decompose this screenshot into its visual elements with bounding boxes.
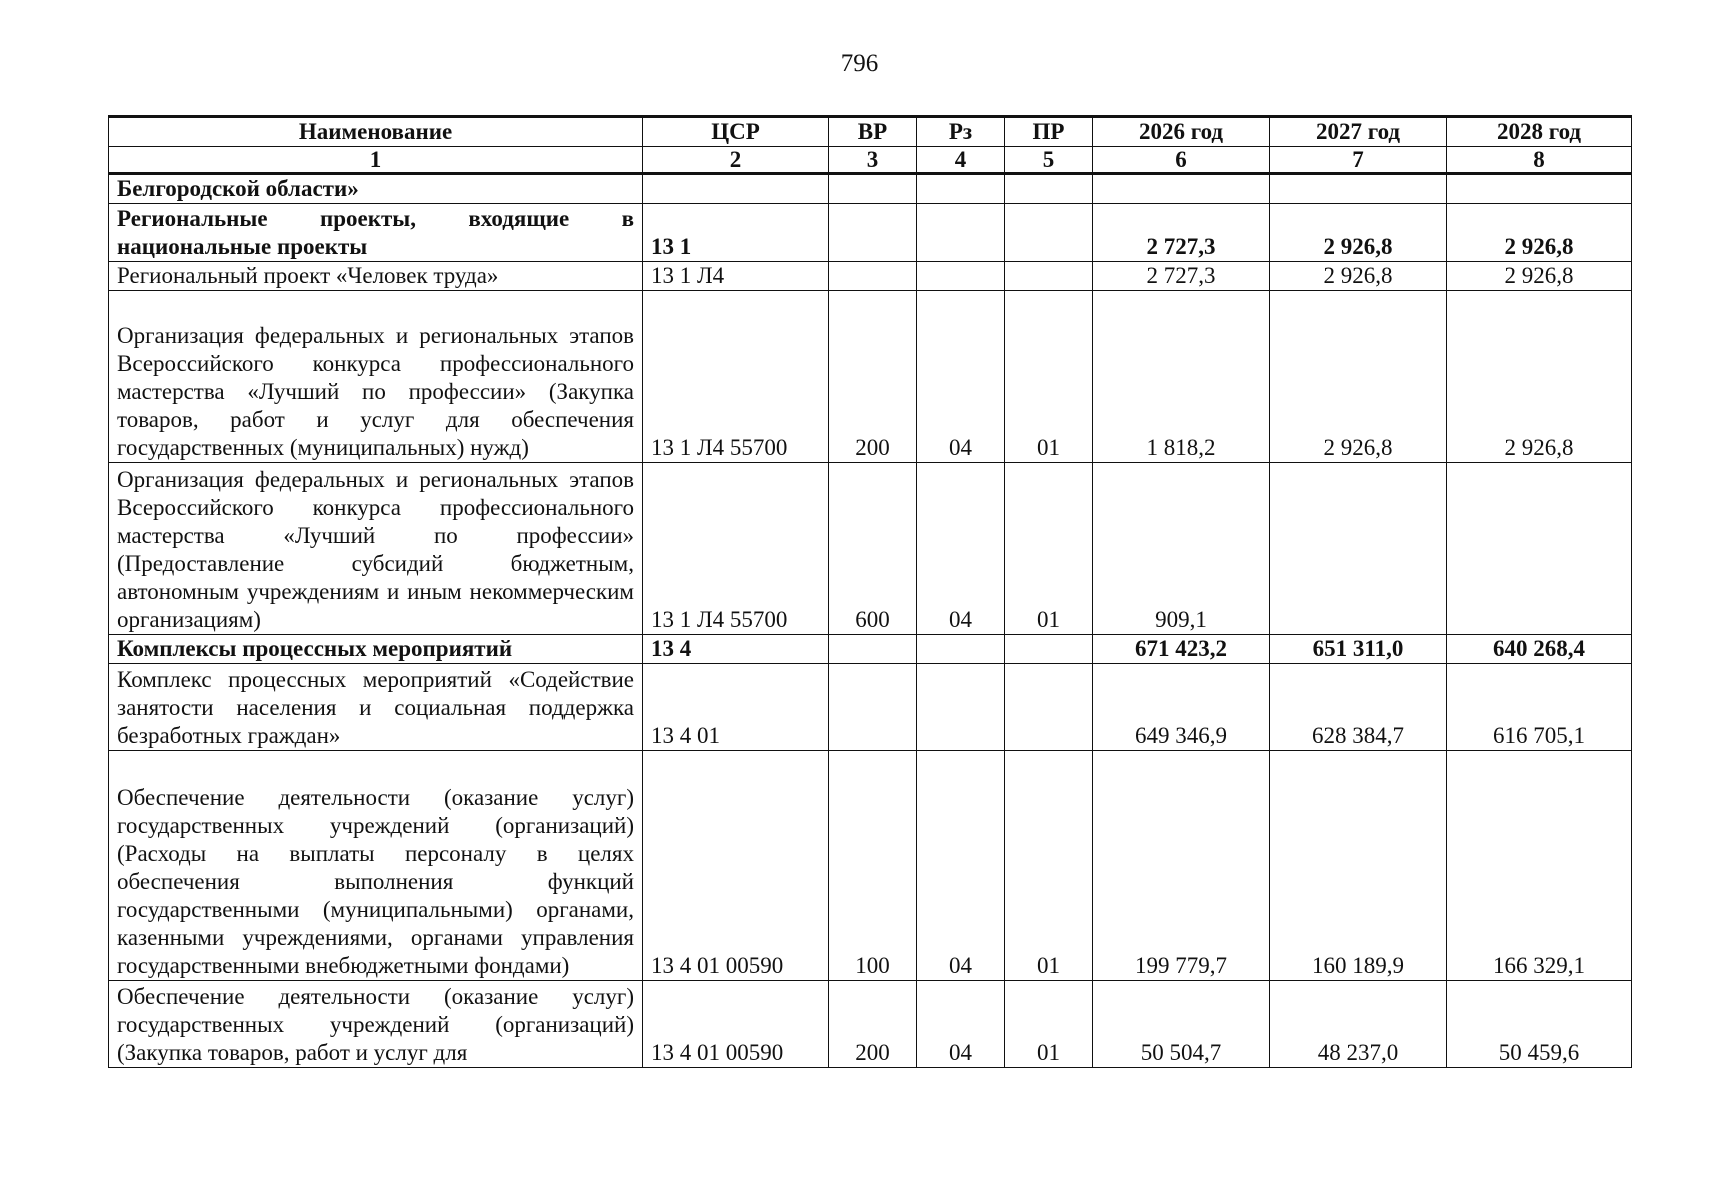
row-csr: 13 4 01 00590 [643, 981, 829, 1068]
row-2028 [1447, 463, 1632, 635]
row-name: Обеспечение деятельности (оказание услуг) государственных учреждений (организаций) (Расходы на выплаты персоналу в целях обеспечения выполнения функций государственными (муниципальными) органами, казенными учреждениями, органами управления государственными внебюджетными фондами) [109, 751, 643, 981]
row-rz [917, 635, 1005, 664]
row-pr [1005, 174, 1093, 204]
row-name: Организация федеральных и региональных этапов Всероссийского конкурса профессионального мастерства «Лучший по профессии» (Закупка товаров, работ и услуг для обеспечения государственных (муниципальных) нужд) [109, 291, 643, 463]
row-2026: 2 727,3 [1093, 204, 1270, 262]
row-rz [917, 664, 1005, 751]
row-rz [917, 174, 1005, 204]
header-number: 5 [1005, 147, 1093, 174]
row-2028: 616 705,1 [1447, 664, 1632, 751]
row-name: Организация федеральных и региональных этапов Всероссийского конкурса профессионального мастерства «Лучший по профессии» (Предоставление субсидий бюджетным, автономным учреждениям и иным некоммерческим организациям) [109, 463, 643, 635]
row-rz: 04 [917, 291, 1005, 463]
row-csr: 13 1 Л4 55700 [643, 291, 829, 463]
row-2027 [1270, 463, 1447, 635]
row-vr [829, 664, 917, 751]
header-number: 8 [1447, 147, 1632, 174]
header-number: 1 [109, 147, 643, 174]
row-2027: 2 926,8 [1270, 204, 1447, 262]
row-pr [1005, 204, 1093, 262]
row-pr [1005, 635, 1093, 664]
table-row [109, 174, 1632, 204]
row-vr: 600 [829, 463, 917, 635]
row-2026: 1 818,2 [1093, 291, 1270, 463]
row-2026: 671 423,2 [1093, 635, 1270, 664]
row-2027: 2 926,8 [1270, 291, 1447, 463]
row-2028: 2 926,8 [1447, 204, 1632, 262]
row-csr: 13 4 01 [643, 664, 829, 751]
row-csr: 13 1 [643, 204, 829, 262]
row-2026: 909,1 [1093, 463, 1270, 635]
row-pr: 01 [1005, 463, 1093, 635]
table-row [109, 463, 1632, 635]
row-vr [829, 204, 917, 262]
row-csr: 13 1 Л4 55700 [643, 463, 829, 635]
row-csr: 13 1 Л4 [643, 262, 829, 291]
row-pr: 01 [1005, 291, 1093, 463]
row-2028 [1447, 174, 1632, 204]
row-rz [917, 204, 1005, 262]
table-row [109, 664, 1632, 751]
row-rz: 04 [917, 981, 1005, 1068]
row-pr: 01 [1005, 981, 1093, 1068]
row-rz: 04 [917, 463, 1005, 635]
table-row [109, 635, 1632, 664]
row-name: Региональные проекты, входящие в национальные проекты [109, 204, 643, 262]
table-row [109, 291, 1632, 463]
row-vr: 100 [829, 751, 917, 981]
row-2028: 2 926,8 [1447, 291, 1632, 463]
row-vr: 200 [829, 981, 917, 1068]
header-vr: ВР [829, 117, 917, 147]
row-2026: 2 727,3 [1093, 262, 1270, 291]
header-number: 2 [643, 147, 829, 174]
row-vr [829, 635, 917, 664]
row-name: Обеспечение деятельности (оказание услуг) государственных учреждений (организаций) (Закупка товаров, работ и услуг для [109, 981, 643, 1068]
header-number: 7 [1270, 147, 1447, 174]
budget-table [108, 115, 1632, 1068]
row-rz [917, 262, 1005, 291]
row-pr [1005, 664, 1093, 751]
table-row [109, 204, 1632, 262]
row-csr [643, 174, 829, 204]
row-name: Белгородской области» [109, 174, 643, 204]
row-2027: 160 189,9 [1270, 751, 1447, 981]
row-pr [1005, 262, 1093, 291]
header-number: 6 [1093, 147, 1270, 174]
header-pr: ПР [1005, 117, 1093, 147]
row-name: Комплекс процессных мероприятий «Содействие занятости населения и социальная поддержка безработных граждан» [109, 664, 643, 751]
row-pr: 01 [1005, 751, 1093, 981]
table-row [109, 981, 1632, 1068]
header-2026: 2026 год [1093, 117, 1270, 147]
row-2027: 2 926,8 [1270, 262, 1447, 291]
row-vr [829, 174, 917, 204]
header-2027: 2027 год [1270, 117, 1447, 147]
table-row [109, 262, 1632, 291]
row-2027: 628 384,7 [1270, 664, 1447, 751]
row-name: Региональный проект «Человек труда» [109, 262, 643, 291]
page-number: 796 [840, 50, 879, 77]
row-2027: 651 311,0 [1270, 635, 1447, 664]
row-name: Комплексы процессных мероприятий [109, 635, 643, 664]
row-2026 [1093, 174, 1270, 204]
row-csr: 13 4 [643, 635, 829, 664]
header-number-row [109, 147, 1632, 174]
header-csr: ЦСР [643, 117, 829, 147]
table-row [109, 751, 1632, 981]
row-2028: 2 926,8 [1447, 262, 1632, 291]
header-name: Наименование [109, 117, 643, 147]
row-2028: 166 329,1 [1447, 751, 1632, 981]
header-number: 4 [917, 147, 1005, 174]
row-2028: 50 459,6 [1447, 981, 1632, 1068]
row-csr: 13 4 01 00590 [643, 751, 829, 981]
row-2027: 48 237,0 [1270, 981, 1447, 1068]
header-rz: Рз [917, 117, 1005, 147]
row-vr: 200 [829, 291, 917, 463]
row-2026: 199 779,7 [1093, 751, 1270, 981]
row-rz: 04 [917, 751, 1005, 981]
row-vr [829, 262, 917, 291]
header-row [109, 117, 1632, 147]
row-2028: 640 268,4 [1447, 635, 1632, 664]
row-2026: 649 346,9 [1093, 664, 1270, 751]
header-number: 3 [829, 147, 917, 174]
row-2027 [1270, 174, 1447, 204]
row-2026: 50 504,7 [1093, 981, 1270, 1068]
header-2028: 2028 год [1447, 117, 1632, 147]
